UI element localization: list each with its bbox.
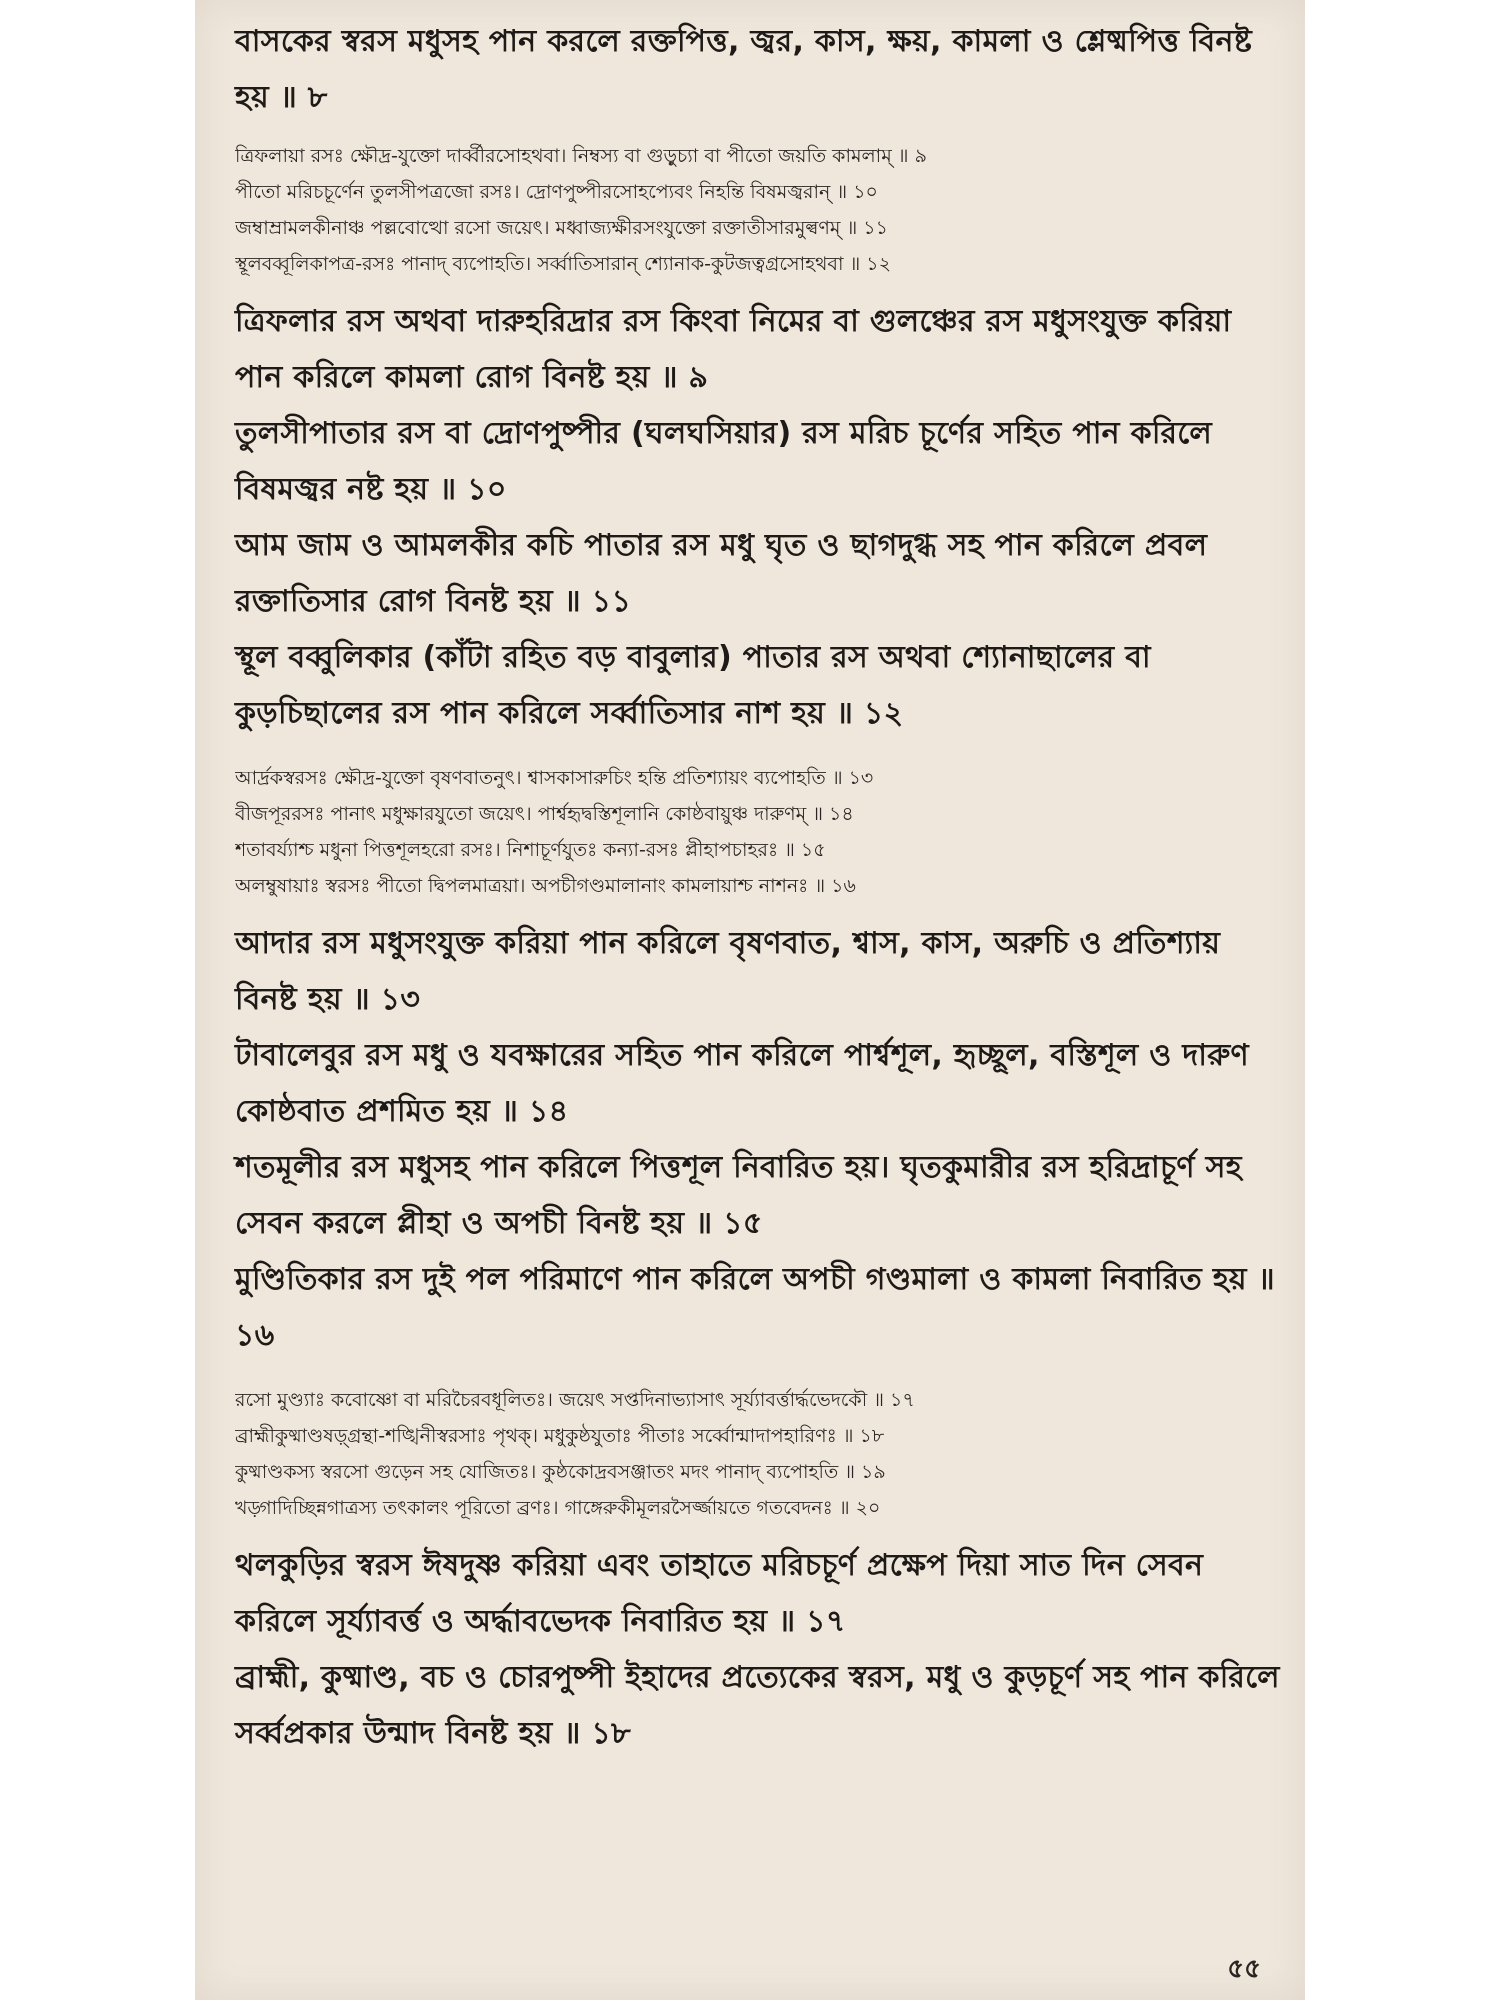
spacer	[235, 742, 1285, 760]
sanskrit-verse-9: ত্রিফলায়া রসঃ ক্ষৌদ্র-যুক্তো দার্ব্বীরসোহথবা। নিম্বস্য বা গুড়ুচ্যা বা পীতো জয়তি কামলাম্ ॥ ৯	[235, 145, 927, 167]
page-content	[235, 14, 1285, 1762]
spacer	[235, 282, 1285, 294]
sanskrit-verse-19: কুষ্মাণ্ডকস্য স্বরসো গুড়েন সহ যোজিতঃ। কুষ্ঠকোদ্রবসঞ্জাতং মদং পানাদ্ ব্যপোহতি ॥ ১৯	[235, 1461, 886, 1483]
sanskrit-verse-13: আর্দ্রকস্বরসঃ ক্ষৌদ্র-যুক্তো বৃষণবাতনুৎ। শ্বাসকাসারুচিং হন্তি প্রতিশ্যায়ং ব্যপোহতি ॥ ১৩	[235, 767, 874, 789]
bengali-paragraph-17: থলকুড়ির স্বরস ঈষদুষ্ণ করিয়া এবং তাহাতে মরিচচূর্ণ প্রক্ষেপ দিয়া সাত দিন সেবন করিলে সূর্য্যাবর্ত্ত ও অর্দ্ধাবভেদক নিবারিত হয় ॥ ১৭	[235, 1548, 1204, 1639]
bengali-paragraph-14: টাবালেবুর রস মধু ও যবক্ষারের সহিত পান করিলে পার্শ্বশূল, হৃচ্ছূল, বস্তিশূল ও দারুণ কোষ্ঠবাত প্রশমিত হয় ॥ ১৪	[235, 1038, 1249, 1129]
sanskrit-verse-18: ব্রাহ্মীকুষ্মাণ্ডষড়্গ্রন্থা-শঙ্খিনীস্বরসাঃ পৃথক্। মধুকুষ্ঠযুতাঃ পীতাঃ সর্ব্বোন্মাদাপহারিণঃ ॥ ১৮	[235, 1425, 885, 1447]
book-page	[195, 0, 1305, 2000]
sanskrit-verse-17: রসো মুণ্ড্যাঃ কবোষ্ণো বা মরিচৈরবধূলিতঃ। জয়েৎ সপ্তদিনাভ্যাসাৎ সূর্য্যাবর্ত্তার্দ্ধভেদকৌ ॥ ১৭	[235, 1389, 915, 1411]
sanskrit-verse-14: বীজপূররসঃ পানাৎ মধুক্ষারযুতো জয়েৎ। পার্শ্বহৃদ্বস্তিশূলানি কোষ্ঠবায়ুঞ্চ দারুণম্ ॥ ১৪	[235, 803, 854, 825]
sanskrit-verse-15: শতাবর্য্যাশ্চ মধুনা পিত্তশূলহরো রসঃ। নিশাচূর্ণযুতঃ কন্যা-রসঃ প্লীহাপচাহরঃ ॥ ১৫	[235, 839, 826, 861]
bengali-paragraph-9: ত্রিফলার রস অথবা দারুহরিদ্রার রস কিংবা নিমের বা গুলঞ্চের রস মধুসংযুক্ত করিয়া পান করিলে কামলা রোগ বিনষ্ট হয় ॥ ৯	[235, 304, 1232, 395]
spacer	[235, 126, 1285, 138]
sanskrit-verse-20: খড়্গাদিচ্ছিন্নগাত্রস্য তৎকালং পূরিতো ব্রণঃ। গাঙ্গেরুকীমূলরসৈর্জ্জায়তে গতবেদনঃ ॥ ২০	[235, 1497, 881, 1519]
spacer	[235, 1526, 1285, 1538]
bengali-paragraph-11: আম জাম ও আমলকীর কচি পাতার রস মধু ঘৃত ও ছাগদুগ্ধ সহ পান করিলে প্রবল রক্তাতিসার রোগ বিনষ্ট হয় ॥ ১১	[235, 528, 1208, 619]
sanskrit-verse-block-17-20	[235, 1382, 1285, 1526]
bengali-paragraph-10: তুলসীপাতার রস বা দ্রোণপুষ্পীর (ঘলঘসিয়ার) রস মরিচ চূর্ণের সহিত পান করিলে বিষমজ্বর নষ্ট হয় ॥ ১০	[235, 416, 1213, 507]
spacer	[235, 904, 1285, 916]
bengali-paragraph-12: স্থূল বব্বুলিকার (কাঁটা রহিত বড় বাবুলার) পাতার রস অথবা শ্যোনাছালের বা কুড়চিছালের রস পান করিলে সর্ব্বাতিসার নাশ হয় ॥ ১২	[235, 640, 1151, 731]
bengali-paragraph-16: মুণ্ডিতিকার রস দুই পল পরিমাণে পান করিলে অপচী গণ্ডমালা ও কামলা নিবারিত হয় ॥ ১৬	[235, 1262, 1275, 1353]
bengali-paragraph-13: আদার রস মধুসংযুক্ত করিয়া পান করিলে বৃষণবাত, শ্বাস, কাস, অরুচি ও প্রতিশ্যায় বিনষ্ট হয় ॥ ১৩	[235, 926, 1221, 1017]
sanskrit-verse-10: পীতো মরিচচূর্ণেন তুলসীপত্রজো রসঃ। দ্রোণপুষ্পীরসোহপ্যেবং নিহন্তি বিষমজ্বরান্ ॥ ১০	[235, 181, 878, 203]
bengali-paragraph-18: ব্রাহ্মী, কুষ্মাণ্ড, বচ ও চোরপুষ্পী ইহাদের প্রত্যেকের স্বরস, মধু ও কুড়চূর্ণ সহ পান করিলে সর্ব্বপ্রকার উন্মাদ বিনষ্ট হয় ॥ ১৮	[235, 1660, 1280, 1751]
sanskrit-verse-16: অলম্বুষায়াঃ স্বরসঃ পীতো দ্বিপলমাত্রয়া। অপচীগণ্ডমালানাং কামলায়াশ্চ নাশনঃ ॥ ১৬	[235, 875, 856, 897]
page-number: ৫৫	[1227, 1954, 1261, 1984]
sanskrit-verse-block-13-16	[235, 760, 1285, 904]
spacer	[235, 1364, 1285, 1382]
sanskrit-verse-12: স্থূলবব্বূলিকাপত্র-রসঃ পানাদ্ ব্যপোহতি। সর্ব্বাতিসারান্ শ্যোনাক-কুটজত্বগ্রসোহথবা ॥ ১২	[235, 253, 891, 275]
bengali-paragraph-15: শতমূলীর রস মধুসহ পান করিলে পিত্তশূল নিবারিত হয়। ঘৃতকুমারীর রস হরিদ্রাচূর্ণ সহ সেবন করলে প্লীহা ও অপচী বিনষ্ট হয় ॥ ১৫	[235, 1150, 1242, 1241]
sanskrit-verse-block-9-12	[235, 138, 1285, 282]
bengali-paragraph-8: বাসকের স্বরস মধুসহ পান করলে রক্তপিত্ত, জ্বর, কাস, ক্ষয়, কামলা ও শ্লেষ্মপিত্ত বিনষ্ট হয় ॥ ৮	[235, 24, 1253, 115]
sanskrit-verse-11: জম্বাম্রামলকীনাঞ্চ পল্লবোত্থো রসো জয়েৎ। মধ্বাজ্যক্ষীরসংযুক্তো রক্তাতীসারমুল্বণম্ ॥ ১১	[235, 217, 888, 239]
